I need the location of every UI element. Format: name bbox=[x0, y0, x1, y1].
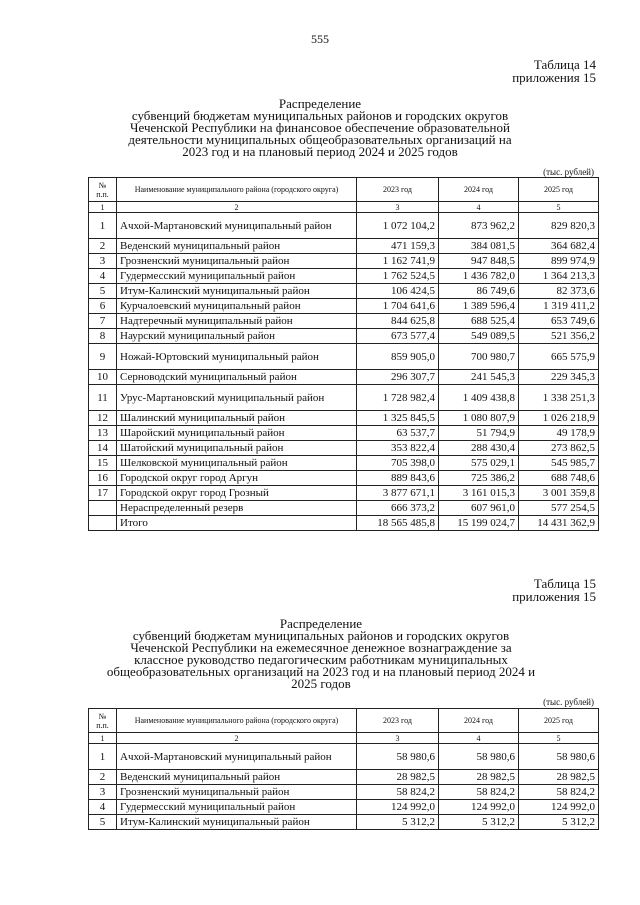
row-name: Ножай-Юртовский муниципальный район bbox=[117, 344, 357, 370]
row-number: 16 bbox=[89, 471, 117, 486]
header-2025: 2025 год bbox=[519, 178, 599, 202]
row-number: 9 bbox=[89, 344, 117, 370]
table-row bbox=[89, 744, 599, 770]
value-2023: 1 325 845,5 bbox=[357, 411, 439, 426]
table15-title bbox=[86, 618, 556, 690]
column-index-row bbox=[89, 733, 599, 744]
value-2025: 1 338 251,3 bbox=[519, 385, 599, 411]
row-name: Итум-Калинский муниципальный район bbox=[117, 815, 357, 830]
row-name: Веденский муниципальный район bbox=[117, 239, 357, 254]
value-2024: 51 794,9 bbox=[439, 426, 519, 441]
row-name: Веденский муниципальный район bbox=[117, 770, 357, 785]
value-2024: 947 848,5 bbox=[439, 254, 519, 269]
value-2023: 63 537,7 bbox=[357, 426, 439, 441]
value-2024: 725 386,2 bbox=[439, 471, 519, 486]
value-2024: 1 080 807,9 bbox=[439, 411, 519, 426]
value-2025: 3 001 359,8 bbox=[519, 486, 599, 501]
header-2024: 2024 год bbox=[439, 709, 519, 733]
table14-title-line4: деятельности муниципальных общеобразовательных организаций на bbox=[128, 132, 512, 147]
value-2023: 1 762 524,5 bbox=[357, 269, 439, 284]
value-2024: 58 824,2 bbox=[439, 785, 519, 800]
table14 bbox=[88, 177, 599, 531]
col-index: 4 bbox=[439, 733, 519, 744]
row-number: 14 bbox=[89, 441, 117, 456]
table15 bbox=[88, 708, 599, 830]
table-row bbox=[89, 815, 599, 830]
row-name: Шатойский муниципальный район bbox=[117, 441, 357, 456]
header-name: Наименование муниципального района (городского округа) bbox=[117, 709, 357, 733]
value-2023: 28 982,5 bbox=[357, 770, 439, 785]
value-2025: 28 982,5 bbox=[519, 770, 599, 785]
row-number: 13 bbox=[89, 426, 117, 441]
row-number: 15 bbox=[89, 456, 117, 471]
table15-title-line5: общеобразовательных организаций на 2023 год и на плановый период 2024 и bbox=[106, 664, 536, 679]
row-number: 8 bbox=[89, 329, 117, 344]
table-row bbox=[89, 441, 599, 456]
table14-title-line3: Чеченской Республики на финансовое обеспечение образовательной bbox=[130, 120, 510, 135]
row-name: Итого bbox=[117, 516, 357, 531]
row-name: Ачхой-Мартановский муниципальный район bbox=[117, 213, 357, 239]
value-2023: 124 992,0 bbox=[357, 800, 439, 815]
value-2025: 82 373,6 bbox=[519, 284, 599, 299]
row-name: Шаройский муниципальный район bbox=[117, 426, 357, 441]
value-2023: 18 565 485,8 bbox=[357, 516, 439, 531]
value-2025: 1 026 218,9 bbox=[519, 411, 599, 426]
value-2025: 688 748,6 bbox=[519, 471, 599, 486]
table-row bbox=[89, 785, 599, 800]
value-2024: 575 029,1 bbox=[439, 456, 519, 471]
value-2023: 844 625,8 bbox=[357, 314, 439, 329]
column-index-row bbox=[89, 202, 599, 213]
value-2024: 1 409 438,8 bbox=[439, 385, 519, 411]
value-2024: 124 992,0 bbox=[439, 800, 519, 815]
value-2024: 3 161 015,3 bbox=[439, 486, 519, 501]
value-2025: 364 682,4 bbox=[519, 239, 599, 254]
value-2025: 1 319 411,2 bbox=[519, 299, 599, 314]
table15-title-line1: Распределение bbox=[279, 616, 363, 631]
row-number: 4 bbox=[89, 800, 117, 815]
value-2025: 653 749,6 bbox=[519, 314, 599, 329]
value-2023: 471 159,3 bbox=[357, 239, 439, 254]
row-number: 3 bbox=[89, 785, 117, 800]
value-2023: 705 398,0 bbox=[357, 456, 439, 471]
value-2024: 15 199 024,7 bbox=[439, 516, 519, 531]
value-2024: 549 089,5 bbox=[439, 329, 519, 344]
value-2023: 1 728 982,4 bbox=[357, 385, 439, 411]
table-row bbox=[89, 770, 599, 785]
row-name: Итум-Калинский муниципальный район bbox=[117, 284, 357, 299]
value-2023: 1 072 104,2 bbox=[357, 213, 439, 239]
header-num: № п.п. bbox=[89, 178, 117, 202]
value-2023: 889 843,6 bbox=[357, 471, 439, 486]
row-name: Курчалоевский муниципальный район bbox=[117, 299, 357, 314]
value-2025: 521 356,2 bbox=[519, 329, 599, 344]
page-number: 555 bbox=[311, 32, 329, 46]
row-number bbox=[89, 501, 117, 516]
value-2024: 873 962,2 bbox=[439, 213, 519, 239]
header-2025: 2025 год bbox=[519, 709, 599, 733]
row-number: 5 bbox=[89, 815, 117, 830]
value-2024: 607 961,0 bbox=[439, 501, 519, 516]
table15-ref-line2: приложения 15 bbox=[512, 589, 596, 604]
table15-title-line4: классное руководство педагогическим работникам муниципальных bbox=[134, 652, 508, 667]
col-index: 1 bbox=[89, 202, 117, 213]
col-index: 3 bbox=[357, 733, 439, 744]
row-number: 1 bbox=[89, 213, 117, 239]
value-2025: 229 345,3 bbox=[519, 370, 599, 385]
value-2023: 1 162 741,9 bbox=[357, 254, 439, 269]
row-name: Городской округ город Аргун bbox=[117, 471, 357, 486]
col-index: 2 bbox=[117, 202, 357, 213]
header-num: № п.п. bbox=[89, 709, 117, 733]
table15-ref-line1: Таблица 15 bbox=[533, 576, 596, 591]
value-2025: 124 992,0 bbox=[519, 800, 599, 815]
value-2025: 545 985,7 bbox=[519, 456, 599, 471]
value-2025: 899 974,9 bbox=[519, 254, 599, 269]
row-name: Грозненский муниципальный район bbox=[117, 785, 357, 800]
table-row bbox=[89, 516, 599, 531]
table-row bbox=[89, 411, 599, 426]
value-2024: 700 980,7 bbox=[439, 344, 519, 370]
value-2023: 673 577,4 bbox=[357, 329, 439, 344]
col-index: 3 bbox=[357, 202, 439, 213]
table15-title-line2: субвенций бюджетам муниципальных районов и городских округов bbox=[132, 628, 510, 643]
value-2025: 58 824,2 bbox=[519, 785, 599, 800]
row-number: 7 bbox=[89, 314, 117, 329]
value-2024: 58 980,6 bbox=[439, 744, 519, 770]
row-name: Шалинский муниципальный район bbox=[117, 411, 357, 426]
value-2024: 288 430,4 bbox=[439, 441, 519, 456]
value-2023: 666 373,2 bbox=[357, 501, 439, 516]
value-2025: 58 980,6 bbox=[519, 744, 599, 770]
table14-title-line5: 2023 год и на плановый период 2024 и 2025 годов bbox=[182, 144, 458, 159]
value-2023: 58 824,2 bbox=[357, 785, 439, 800]
row-number: 2 bbox=[89, 239, 117, 254]
table-row bbox=[89, 471, 599, 486]
value-2023: 3 877 671,1 bbox=[357, 486, 439, 501]
table14-units: (тыс. рублей) bbox=[543, 167, 594, 177]
table-row bbox=[89, 426, 599, 441]
value-2023: 353 822,4 bbox=[357, 441, 439, 456]
table15-units: (тыс. рублей) bbox=[543, 697, 594, 707]
value-2023: 296 307,7 bbox=[357, 370, 439, 385]
table15-title-line6: 2025 годов bbox=[291, 676, 351, 691]
value-2025: 5 312,2 bbox=[519, 815, 599, 830]
table-row bbox=[89, 486, 599, 501]
header-2023: 2023 год bbox=[357, 709, 439, 733]
row-number: 3 bbox=[89, 254, 117, 269]
table-row bbox=[89, 284, 599, 299]
row-number: 6 bbox=[89, 299, 117, 314]
header-2023: 2023 год bbox=[357, 178, 439, 202]
value-2024: 5 312,2 bbox=[439, 815, 519, 830]
row-number: 4 bbox=[89, 269, 117, 284]
row-number: 17 bbox=[89, 486, 117, 501]
row-number: 11 bbox=[89, 385, 117, 411]
row-name: Грозненский муниципальный район bbox=[117, 254, 357, 269]
col-index: 2 bbox=[117, 733, 357, 744]
table-row bbox=[89, 344, 599, 370]
table-row bbox=[89, 314, 599, 329]
row-name: Ачхой-Мартановский муниципальный район bbox=[117, 744, 357, 770]
header-2024: 2024 год bbox=[439, 178, 519, 202]
value-2025: 665 575,9 bbox=[519, 344, 599, 370]
value-2025: 1 364 213,3 bbox=[519, 269, 599, 284]
table-row bbox=[89, 456, 599, 471]
row-name: Шелковской муниципальный район bbox=[117, 456, 357, 471]
value-2025: 577 254,5 bbox=[519, 501, 599, 516]
row-name: Наурский муниципальный район bbox=[117, 329, 357, 344]
value-2025: 273 862,5 bbox=[519, 441, 599, 456]
row-number: 5 bbox=[89, 284, 117, 299]
table14-reference bbox=[512, 58, 596, 84]
row-number: 2 bbox=[89, 770, 117, 785]
value-2024: 86 749,6 bbox=[439, 284, 519, 299]
value-2025: 14 431 362,9 bbox=[519, 516, 599, 531]
row-number: 12 bbox=[89, 411, 117, 426]
table15-reference bbox=[512, 577, 596, 603]
table14-title-line1: Распределение bbox=[278, 96, 362, 111]
table14-ref-line1: Таблица 14 bbox=[533, 57, 596, 72]
value-2024: 384 081,5 bbox=[439, 239, 519, 254]
col-index: 1 bbox=[89, 733, 117, 744]
col-index: 5 bbox=[519, 202, 599, 213]
row-number bbox=[89, 516, 117, 531]
row-name: Городской округ город Грозный bbox=[117, 486, 357, 501]
table14-ref-line2: приложения 15 bbox=[512, 70, 596, 85]
row-name: Нераспределенный резерв bbox=[117, 501, 357, 516]
row-name: Гудермесский муниципальный район bbox=[117, 800, 357, 815]
value-2023: 859 905,0 bbox=[357, 344, 439, 370]
table15-title-line3: Чеченской Республики на ежемесячное денежное вознаграждение за bbox=[130, 640, 512, 655]
col-index: 4 bbox=[439, 202, 519, 213]
row-name: Гудермесский муниципальный район bbox=[117, 269, 357, 284]
table-row bbox=[89, 370, 599, 385]
table-row bbox=[89, 213, 599, 239]
table-row bbox=[89, 269, 599, 284]
value-2025: 829 820,3 bbox=[519, 213, 599, 239]
row-number: 10 bbox=[89, 370, 117, 385]
value-2024: 1 436 782,0 bbox=[439, 269, 519, 284]
row-name: Урус-Мартановский муниципальный район bbox=[117, 385, 357, 411]
table-row bbox=[89, 239, 599, 254]
value-2023: 5 312,2 bbox=[357, 815, 439, 830]
value-2023: 106 424,5 bbox=[357, 284, 439, 299]
table14-title bbox=[90, 98, 550, 158]
table-row bbox=[89, 329, 599, 344]
value-2025: 49 178,9 bbox=[519, 426, 599, 441]
value-2024: 241 545,3 bbox=[439, 370, 519, 385]
table-row bbox=[89, 501, 599, 516]
row-name: Надтеречный муниципальный район bbox=[117, 314, 357, 329]
table-row bbox=[89, 385, 599, 411]
table-row bbox=[89, 254, 599, 269]
table-row bbox=[89, 800, 599, 815]
value-2024: 28 982,5 bbox=[439, 770, 519, 785]
table14-title-line2: субвенций бюджетам муниципальных районов и городских округов bbox=[131, 108, 509, 123]
header-name: Наименование муниципального района (городского округа) bbox=[117, 178, 357, 202]
table-row bbox=[89, 299, 599, 314]
value-2023: 58 980,6 bbox=[357, 744, 439, 770]
value-2023: 1 704 641,6 bbox=[357, 299, 439, 314]
value-2024: 688 525,4 bbox=[439, 314, 519, 329]
col-index: 5 bbox=[519, 733, 599, 744]
value-2024: 1 389 596,4 bbox=[439, 299, 519, 314]
row-number: 1 bbox=[89, 744, 117, 770]
row-name: Серноводский муниципальный район bbox=[117, 370, 357, 385]
